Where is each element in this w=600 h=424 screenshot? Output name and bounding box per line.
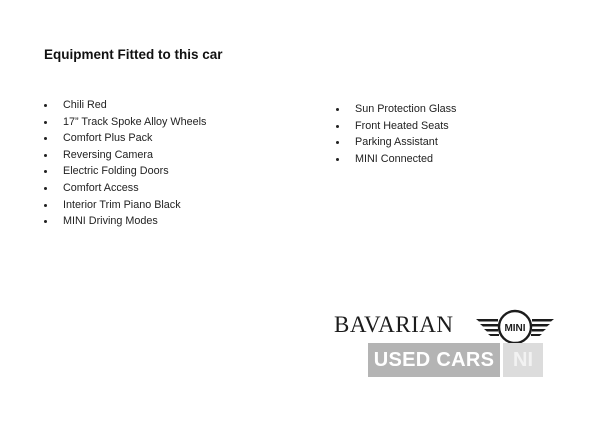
equipment-item: Interior Trim Piano Black [44, 197, 206, 214]
equipment-list-right [336, 101, 456, 167]
equipment-item: Parking Assistant [336, 134, 456, 151]
equipment-item: Electric Folding Doors [44, 163, 206, 180]
equipment-item: Reversing Camera [44, 147, 206, 164]
dealer-name-logo: BAVARIAN [334, 312, 454, 337]
equipment-item: MINI Driving Modes [44, 213, 206, 230]
used-cars-badge: USED CARS [368, 343, 500, 377]
equipment-item: Sun Protection Glass [336, 101, 456, 118]
equipment-list-left [44, 97, 206, 230]
equipment-heading: Equipment Fitted to this car [44, 47, 223, 62]
mini-logo-text: MINI [504, 323, 526, 334]
region-badge: NI [503, 343, 543, 377]
mini-wings-logo-icon [476, 307, 554, 345]
equipment-item: Comfort Plus Pack [44, 130, 206, 147]
equipment-item: Front Heated Seats [336, 118, 456, 135]
equipment-item: MINI Connected [336, 151, 456, 168]
equipment-item: 17” Track Spoke Alloy Wheels [44, 114, 206, 131]
equipment-item: Chili Red [44, 97, 206, 114]
equipment-item: Comfort Access [44, 180, 206, 197]
